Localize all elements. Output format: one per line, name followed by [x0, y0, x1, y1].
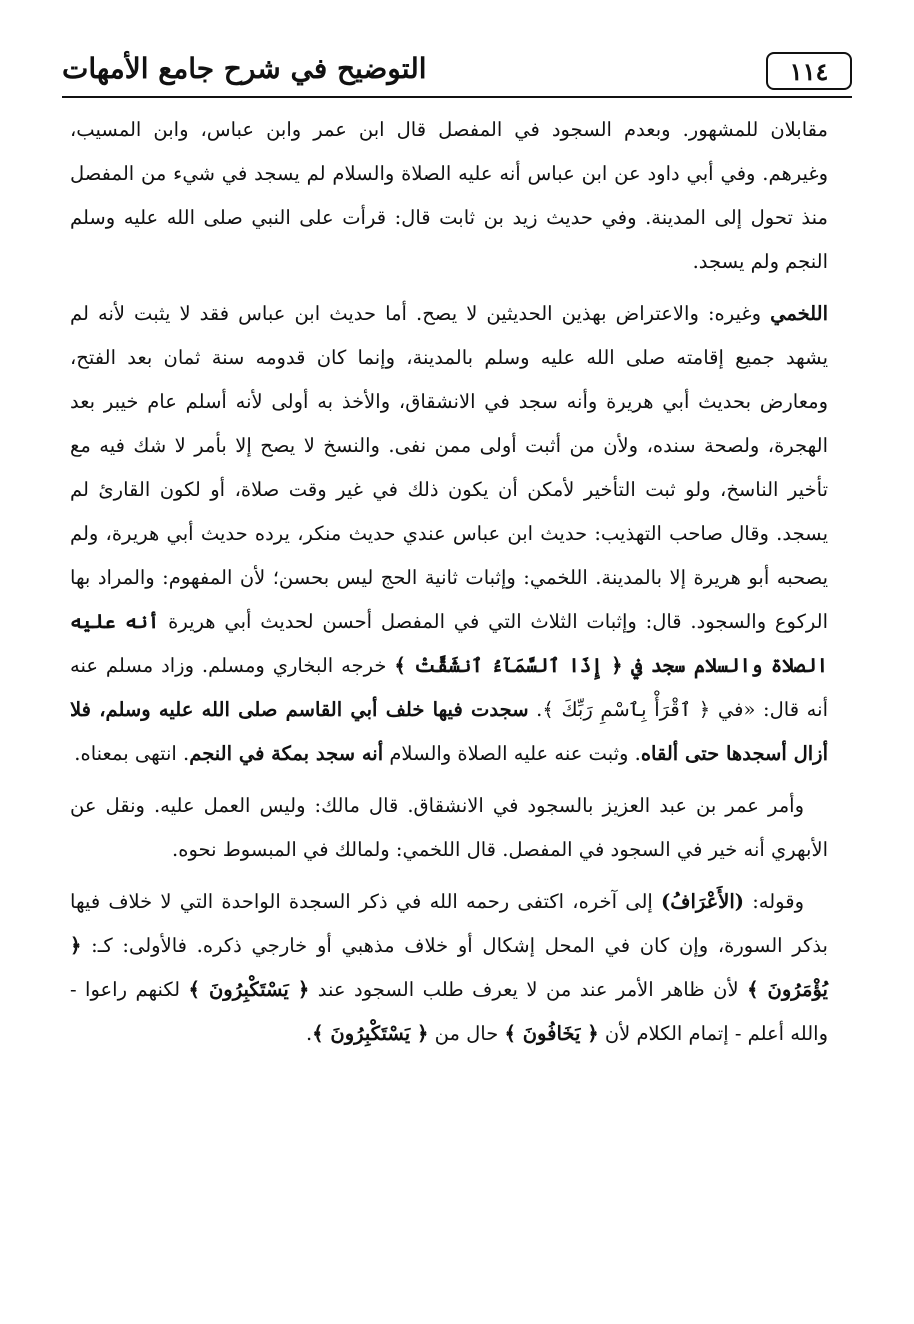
- paragraph-3: [70, 784, 828, 872]
- paragraph-4: [70, 880, 828, 1056]
- text-run: خرجه البخاري ومسلم. وزاد مسلم عنه أنه قال: «في ﴿ ٱقْرَأْ بِٱسْمِ رَبِّكَ ﴾.: [70, 654, 828, 721]
- text-run: مقابلان للمشهور. وبعدم السجود في المفصل قال ابن عمر وابن عباس، وابن المسيب، وغيرهم. وفي أبي داود عن ابن عباس أنه عليه الصلاة والسلام لم يسجد في شيء من المفصل منذ تحول إلى المدينة. وفي حديث زيد بن ثابت قال: قرأت على النبي صلى الله عليه وسلم النجم ولم يسجد.: [70, 118, 828, 273]
- book-title: التوضيح في شرح جامع الأمهات: [62, 52, 427, 85]
- text-run: لأن ظاهر الأمر عند من لا يعرف طلب السجود عند: [309, 978, 748, 1001]
- text-run: وأمر عمر بن عبد العزيز بالسجود في الانشقاق. قال مالك: وليس العمل عليه. ونقل عن الأبهري أنه خير في السجود في المفصل. قال اللخمي: ولمالك في المبسوط نحوه.: [70, 794, 828, 861]
- bold-text-run: سجدت فيها خلف أبي القاسم صلى الله عليه وسلم، فلا أزال أسجدها حتى ألقاه: [70, 698, 828, 765]
- page-number-box: [766, 52, 852, 90]
- bold-text-run: (الأَعْرَافُ): [661, 890, 745, 913]
- text-run: . انتهى بمعناه.: [74, 742, 190, 765]
- text-run: . وثبت عنه عليه الصلاة والسلام: [383, 742, 641, 765]
- paragraph-1: [70, 108, 828, 284]
- bold-text-run: أنه عليه الصلاة والسلام سجد في ﴿ إِذَا ٱلسَّمَآءُ ٱنشَقَّتْ ﴾: [70, 610, 829, 677]
- text-run: وقوله:: [744, 890, 804, 913]
- bold-text-run: أنه سجد بمكة في النجم: [189, 742, 384, 765]
- paragraph-2: [70, 292, 828, 776]
- bold-text-run: ﴿ يُؤْمَرُونَ ﴾: [70, 934, 828, 1001]
- bold-text-run: ﴿ يَخَافُونَ ﴾: [504, 1022, 599, 1045]
- bold-text-run: اللخمي: [770, 302, 828, 325]
- header-rule: [62, 96, 852, 98]
- text-run: إلى آخره، اكتفى رحمه الله في ذكر السجدة الواحدة التي لا خلاف فيها بذكر السورة، وإن كان في المحل إشكال أو خلاف مذهبي أو خارجي ذكره. فالأولى: كـ:: [70, 890, 828, 957]
- text-run: لكنهم راعوا - والله أعلم - إتمام الكلام لأن: [70, 978, 828, 1045]
- page-header: [62, 40, 852, 98]
- text-run: وغيره: والاعتراض بهذين الحديثين لا يصح. أما حديث ابن عباس فقد لا يثبت لأنه لم يشهد جميع إقامته صلى الله عليه وسلم بالمدينة، وإنما كان قدومه سنة ثمان بعد الفتح، ومعارض بحديث أبي هريرة وأنه سجد في الانشقاق، والأخذ به أولى لأنه أسلم عام خيبر بعد الهجرة، ولصحة سنده، ولأن من أثبت أولى ممن نفى. والنسخ لا يصح إلا بأمر لا شك فيه مع تأخير الناسخ، ولو ثبت التأخير لأمكن أن يكون ذلك في غير وقت صلاة، أو لكون القارئ لم يسجد. وقال صاحب التهذيب: حديث ابن عباس عندي حديث منكر، يرده حديث أبي هريرة، ولم يصحبه أبو هريرة إلا بالمدينة. اللخمي: وإثبات ثانية الحج ليس بحسن؛ لأن المفهوم: والمراد بها الركوع والسجود. قال: وإثبات الثلاث التي في المفصل أحسن لحديث أبي هريرة: [70, 302, 828, 633]
- bold-text-run: ﴿ يَسْتَكْبِرُونَ ﴾: [312, 1022, 429, 1045]
- text-run: .: [305, 1022, 313, 1045]
- page-number: ١١٤: [789, 56, 829, 86]
- bold-text-run: ﴿ يَسْتَكْبِرُونَ ﴾: [188, 978, 310, 1001]
- text-run: حال من: [428, 1022, 505, 1045]
- body-text: [70, 108, 828, 1056]
